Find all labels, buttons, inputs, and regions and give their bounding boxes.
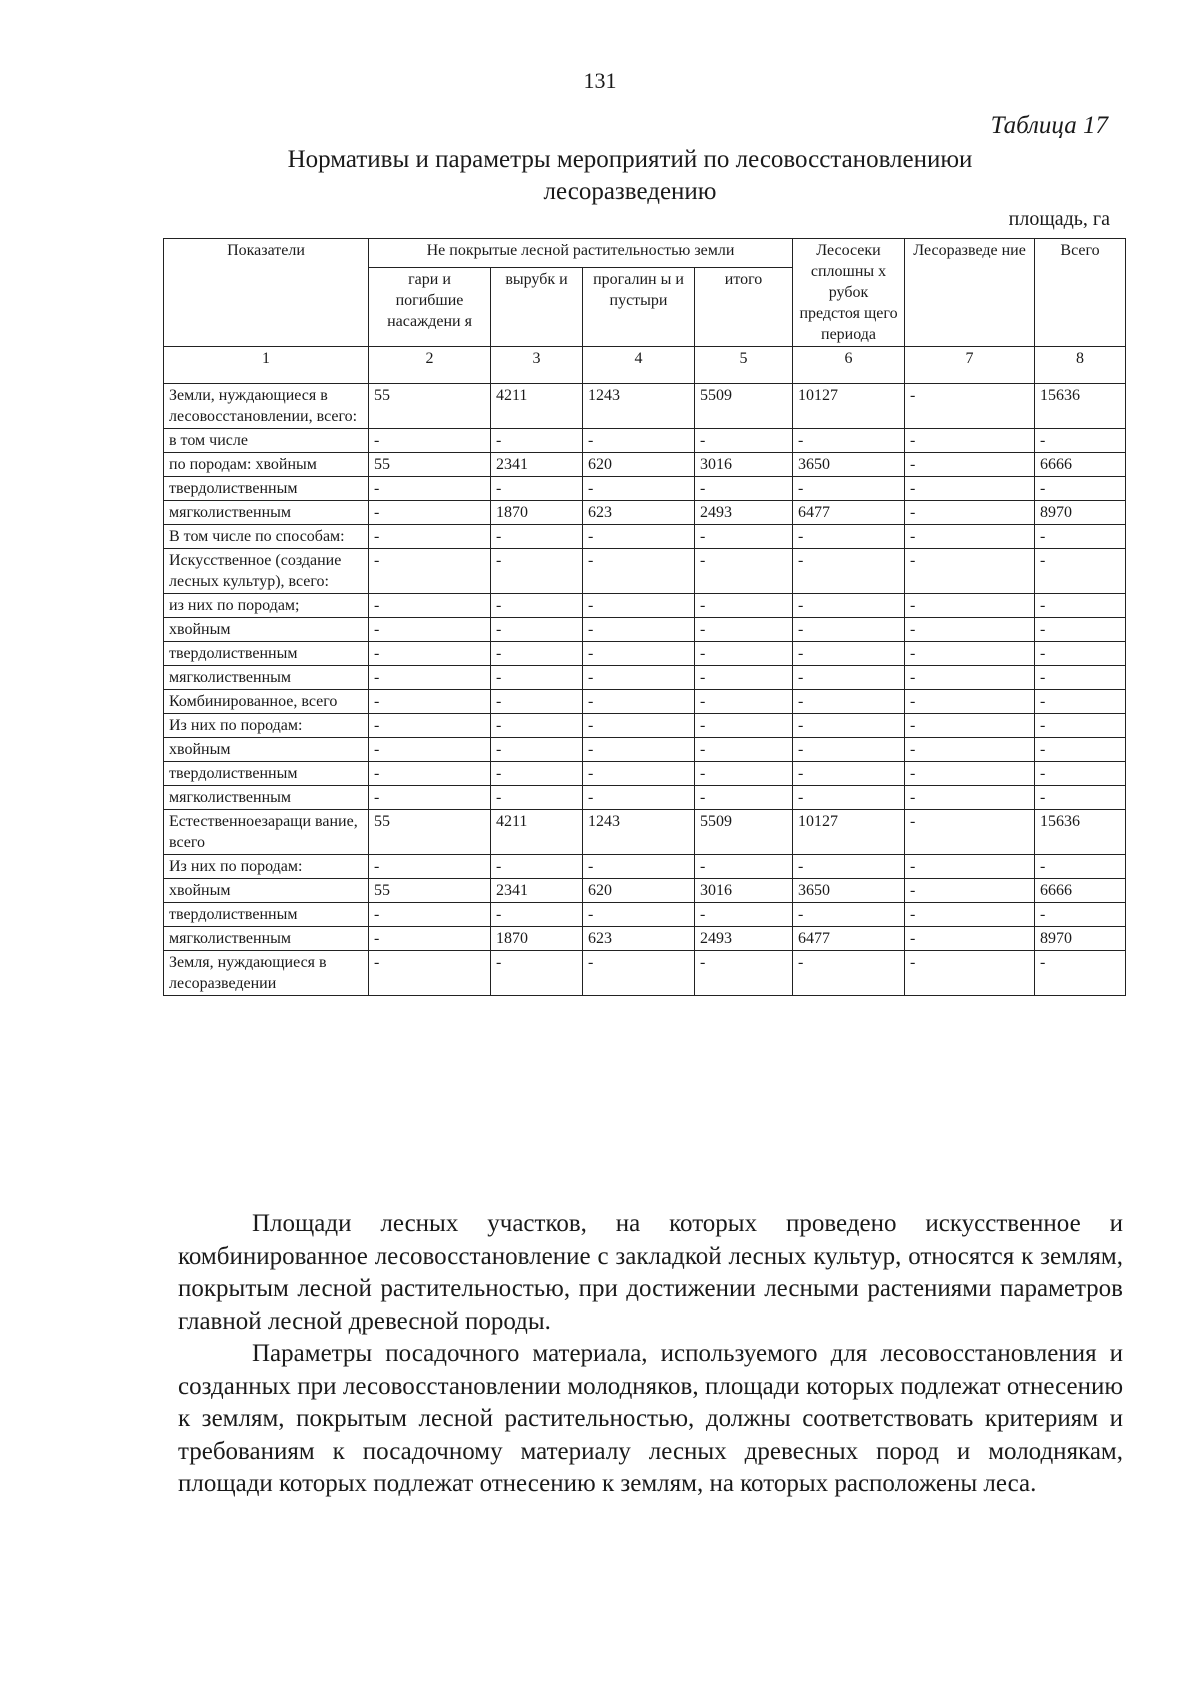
table-cell: - — [905, 714, 1035, 738]
table-cell: - — [905, 618, 1035, 642]
table-cell: 8970 — [1035, 927, 1126, 951]
table-cell: - — [491, 642, 583, 666]
table-cell: - — [695, 762, 793, 786]
table-cell: - — [583, 738, 695, 762]
table-cell: - — [369, 642, 491, 666]
paragraph-2: Параметры посадочного материала, используемого для лесовосстановления и созданных при лесовосстановлении молодняков, площади которых подлежат отнесению к землям, покрытым лесной растительностью, должны соответствовать критериям и требованиям к посадочному материалу лесных древесных пород и молоднякам, площади которых подлежат отнесению к землям, на которых расположены леса. — [178, 1340, 1123, 1497]
table-cell: - — [695, 594, 793, 618]
table-cell: 2341 — [491, 453, 583, 477]
table-cell: 55 — [369, 879, 491, 903]
table-row — [164, 549, 1126, 594]
table-row — [164, 618, 1126, 642]
table-cell: - — [369, 951, 491, 996]
table-cell: - — [491, 477, 583, 501]
table-cell: - — [1035, 786, 1126, 810]
table-cell: - — [695, 786, 793, 810]
table-cell: - — [793, 477, 905, 501]
table-row — [164, 951, 1126, 996]
table-cell: - — [1035, 594, 1126, 618]
column-number: 7 — [905, 347, 1035, 384]
table-cell: 623 — [583, 501, 695, 525]
table-cell: - — [793, 951, 905, 996]
table-cell: - — [1035, 762, 1126, 786]
table-cell: 3016 — [695, 453, 793, 477]
table-cell: - — [369, 855, 491, 879]
header-cuttings: вырубк и — [491, 267, 583, 346]
table-cell: - — [793, 642, 905, 666]
table-body — [164, 384, 1126, 996]
table-cell: - — [369, 666, 491, 690]
table-row — [164, 666, 1126, 690]
table-cell: - — [583, 477, 695, 501]
table-cell: - — [695, 951, 793, 996]
table-cell: - — [793, 666, 905, 690]
row-label: В том числе по способам: — [164, 525, 369, 549]
table-cell: 8970 — [1035, 501, 1126, 525]
table-cell: - — [369, 927, 491, 951]
table-cell: - — [583, 594, 695, 618]
table-cell: - — [793, 903, 905, 927]
table-cell: - — [491, 903, 583, 927]
title-line-2: лесоразведению — [543, 178, 717, 205]
title-line-1: Нормативы и параметры мероприятий по лесовосстановлениюи — [287, 146, 973, 173]
table-cell: - — [369, 525, 491, 549]
table-label: Таблица 17 — [990, 112, 1108, 139]
table-cell: 15636 — [1035, 810, 1126, 855]
table-row — [164, 453, 1126, 477]
row-label: Искусственное (создание лесных культур), всего: — [164, 549, 369, 594]
table-cell: - — [583, 762, 695, 786]
table-cell: - — [905, 879, 1035, 903]
header-burned: гари и погибшие насаждени я — [369, 267, 491, 346]
header-total: Всего — [1035, 239, 1126, 347]
table-cell: - — [491, 855, 583, 879]
table-cell: - — [905, 810, 1035, 855]
table-cell: - — [369, 477, 491, 501]
row-label: твердолиственным — [164, 642, 369, 666]
table-cell: - — [583, 666, 695, 690]
table-row — [164, 927, 1126, 951]
header-row-1 — [164, 239, 1126, 268]
column-number: 4 — [583, 347, 695, 384]
table-cell: - — [369, 618, 491, 642]
body-text — [178, 1208, 1123, 1501]
table-cell: 4211 — [491, 384, 583, 429]
table-cell: - — [491, 738, 583, 762]
table-cell: - — [793, 594, 905, 618]
row-label: твердолиственным — [164, 903, 369, 927]
table-cell: - — [583, 690, 695, 714]
table-cell: 3650 — [793, 879, 905, 903]
table-cell: - — [905, 903, 1035, 927]
table-cell: - — [695, 714, 793, 738]
table-row — [164, 810, 1126, 855]
table-cell: - — [1035, 642, 1126, 666]
table-cell: - — [1035, 429, 1126, 453]
row-label: Из них по породам: — [164, 855, 369, 879]
table-cell: - — [905, 642, 1035, 666]
table-cell: - — [695, 618, 793, 642]
table-cell: - — [369, 594, 491, 618]
column-number: 5 — [695, 347, 793, 384]
forest-restoration-table — [163, 238, 1126, 996]
table-cell: - — [695, 690, 793, 714]
table-cell: - — [905, 786, 1035, 810]
table-cell: - — [905, 549, 1035, 594]
table-cell: - — [793, 855, 905, 879]
table-row — [164, 690, 1126, 714]
table-cell: 10127 — [793, 810, 905, 855]
table-cell: - — [583, 855, 695, 879]
table-cell: - — [793, 549, 905, 594]
table-cell: - — [793, 762, 905, 786]
table-cell: - — [695, 738, 793, 762]
row-label: хвойным — [164, 618, 369, 642]
table-row — [164, 501, 1126, 525]
table-row — [164, 738, 1126, 762]
table-row — [164, 762, 1126, 786]
table-cell: 4211 — [491, 810, 583, 855]
row-label: Земля, нуждающиеся в лесоразведении — [164, 951, 369, 996]
table-cell: - — [793, 525, 905, 549]
table-cell: - — [1035, 690, 1126, 714]
table-cell: 55 — [369, 453, 491, 477]
table-row — [164, 903, 1126, 927]
row-label: Комбинированное, всего — [164, 690, 369, 714]
table-cell: - — [491, 666, 583, 690]
table-cell: 620 — [583, 879, 695, 903]
table-cell: - — [905, 762, 1035, 786]
table-cell: 5509 — [695, 384, 793, 429]
table-cell: - — [369, 501, 491, 525]
table-row — [164, 477, 1126, 501]
table-cell: - — [695, 855, 793, 879]
table-cell: - — [369, 903, 491, 927]
table-cell: - — [369, 786, 491, 810]
table-cell: 6477 — [793, 501, 905, 525]
table-cell: - — [491, 429, 583, 453]
table-cell: - — [491, 690, 583, 714]
header-indicators: Показатели — [164, 239, 369, 347]
table-cell: - — [491, 525, 583, 549]
column-number: 6 — [793, 347, 905, 384]
table-cell: - — [369, 714, 491, 738]
table-row — [164, 714, 1126, 738]
column-number: 2 — [369, 347, 491, 384]
row-label: хвойным — [164, 879, 369, 903]
row-label: Из них по породам: — [164, 714, 369, 738]
paragraph-1: Площади лесных участков, на которых проведено искусственное и комбинированное лесовосстановление с закладкой лесных культур, относятся к землям, покрытым лесной растительностью, при достижении лесными растениями параметров главной лесной древесной породы. — [178, 1210, 1123, 1335]
table-cell: - — [793, 786, 905, 810]
table-cell: - — [695, 549, 793, 594]
table-cell: 1870 — [491, 501, 583, 525]
table-cell: - — [695, 642, 793, 666]
table-cell: - — [583, 618, 695, 642]
header-clearcut: Лесосеки сплошны х рубок предстоя щего периода — [793, 239, 905, 347]
table-cell: - — [1035, 477, 1126, 501]
table-cell: - — [583, 903, 695, 927]
table-cell: 55 — [369, 810, 491, 855]
page-number: 131 — [583, 68, 617, 93]
table-cell: - — [1035, 618, 1126, 642]
table-cell: - — [905, 501, 1035, 525]
table-cell: - — [905, 429, 1035, 453]
table-cell: - — [793, 429, 905, 453]
header-total-uncovered: итого — [695, 267, 793, 346]
table-cell: - — [905, 690, 1035, 714]
table-cell: - — [905, 927, 1035, 951]
table-cell: - — [905, 525, 1035, 549]
table-cell: - — [583, 429, 695, 453]
table-cell: - — [583, 525, 695, 549]
table-row — [164, 642, 1126, 666]
table-row — [164, 786, 1126, 810]
table-cell: - — [1035, 951, 1126, 996]
table-cell: - — [491, 594, 583, 618]
table-cell: - — [583, 549, 695, 594]
table-cell: 1243 — [583, 384, 695, 429]
table-cell: - — [491, 786, 583, 810]
table-cell: - — [695, 666, 793, 690]
table-cell: - — [1035, 903, 1126, 927]
table-cell: - — [905, 855, 1035, 879]
table-cell: 620 — [583, 453, 695, 477]
table-cell: - — [491, 618, 583, 642]
table-cell: 3016 — [695, 879, 793, 903]
row-label: мягколиственным — [164, 501, 369, 525]
table-cell: - — [695, 477, 793, 501]
table-cell: - — [905, 384, 1035, 429]
table-cell: 6477 — [793, 927, 905, 951]
table-cell: - — [583, 714, 695, 738]
table-cell: - — [905, 738, 1035, 762]
table-cell: - — [793, 738, 905, 762]
row-label: мягколиственным — [164, 666, 369, 690]
row-label: твердолиственным — [164, 762, 369, 786]
table-cell: - — [491, 951, 583, 996]
table-cell: - — [905, 666, 1035, 690]
column-number-row — [164, 347, 1126, 384]
table-cell: - — [793, 714, 905, 738]
table-cell: - — [369, 549, 491, 594]
row-label: в том числе — [164, 429, 369, 453]
table-cell: 6666 — [1035, 453, 1126, 477]
table-row — [164, 384, 1126, 429]
table-cell: - — [905, 477, 1035, 501]
units-label: площадь, га — [1008, 208, 1110, 230]
table-cell: - — [1035, 714, 1126, 738]
table-cell: - — [491, 714, 583, 738]
table-cell: 2493 — [695, 501, 793, 525]
table-cell: - — [1035, 738, 1126, 762]
table-cell: - — [905, 594, 1035, 618]
table-cell: - — [583, 786, 695, 810]
row-label: по породам: хвойным — [164, 453, 369, 477]
column-number: 1 — [164, 347, 369, 384]
row-label: Естественноезаращи вание, всего — [164, 810, 369, 855]
table-cell: - — [695, 903, 793, 927]
table-cell: 2493 — [695, 927, 793, 951]
table-cell: 6666 — [1035, 879, 1126, 903]
column-number: 8 — [1035, 347, 1126, 384]
table-cell: 55 — [369, 384, 491, 429]
table-cell: - — [1035, 525, 1126, 549]
table-cell: - — [369, 429, 491, 453]
row-label: из них по породам; — [164, 594, 369, 618]
column-number: 3 — [491, 347, 583, 384]
table-cell: - — [583, 951, 695, 996]
table-cell: 623 — [583, 927, 695, 951]
table-row — [164, 594, 1126, 618]
header-uncovered-lands: Не покрытые лесной растительностью земли — [369, 239, 793, 268]
table-row — [164, 855, 1126, 879]
table-cell: - — [695, 429, 793, 453]
table-cell: - — [369, 690, 491, 714]
row-label: мягколиственным — [164, 786, 369, 810]
header-afforestation: Лесоразведе ние — [905, 239, 1035, 347]
table-cell: - — [1035, 855, 1126, 879]
table-cell: - — [491, 549, 583, 594]
table-cell: - — [491, 762, 583, 786]
table-cell: 2341 — [491, 879, 583, 903]
row-label: мягколиственным — [164, 927, 369, 951]
row-label: хвойным — [164, 738, 369, 762]
table-row — [164, 879, 1126, 903]
table-row — [164, 525, 1126, 549]
table-cell: - — [583, 642, 695, 666]
table-cell: 5509 — [695, 810, 793, 855]
table-cell: - — [1035, 666, 1126, 690]
table-row — [164, 429, 1126, 453]
table-cell: - — [369, 738, 491, 762]
table-cell: - — [793, 690, 905, 714]
table-cell: 3650 — [793, 453, 905, 477]
table-cell: - — [1035, 549, 1126, 594]
table-title — [200, 144, 1060, 208]
header-glades: прогалин ы и пустыри — [583, 267, 695, 346]
table-cell: 1870 — [491, 927, 583, 951]
row-label: твердолиственным — [164, 477, 369, 501]
row-label: Земли, нуждающиеся в лесовосстановлении, всего: — [164, 384, 369, 429]
table-cell: - — [369, 762, 491, 786]
table-cell: - — [905, 453, 1035, 477]
table-cell: - — [695, 525, 793, 549]
table-cell: - — [905, 951, 1035, 996]
table-cell: - — [793, 618, 905, 642]
table-cell: 15636 — [1035, 384, 1126, 429]
table-cell: 10127 — [793, 384, 905, 429]
table-cell: 1243 — [583, 810, 695, 855]
